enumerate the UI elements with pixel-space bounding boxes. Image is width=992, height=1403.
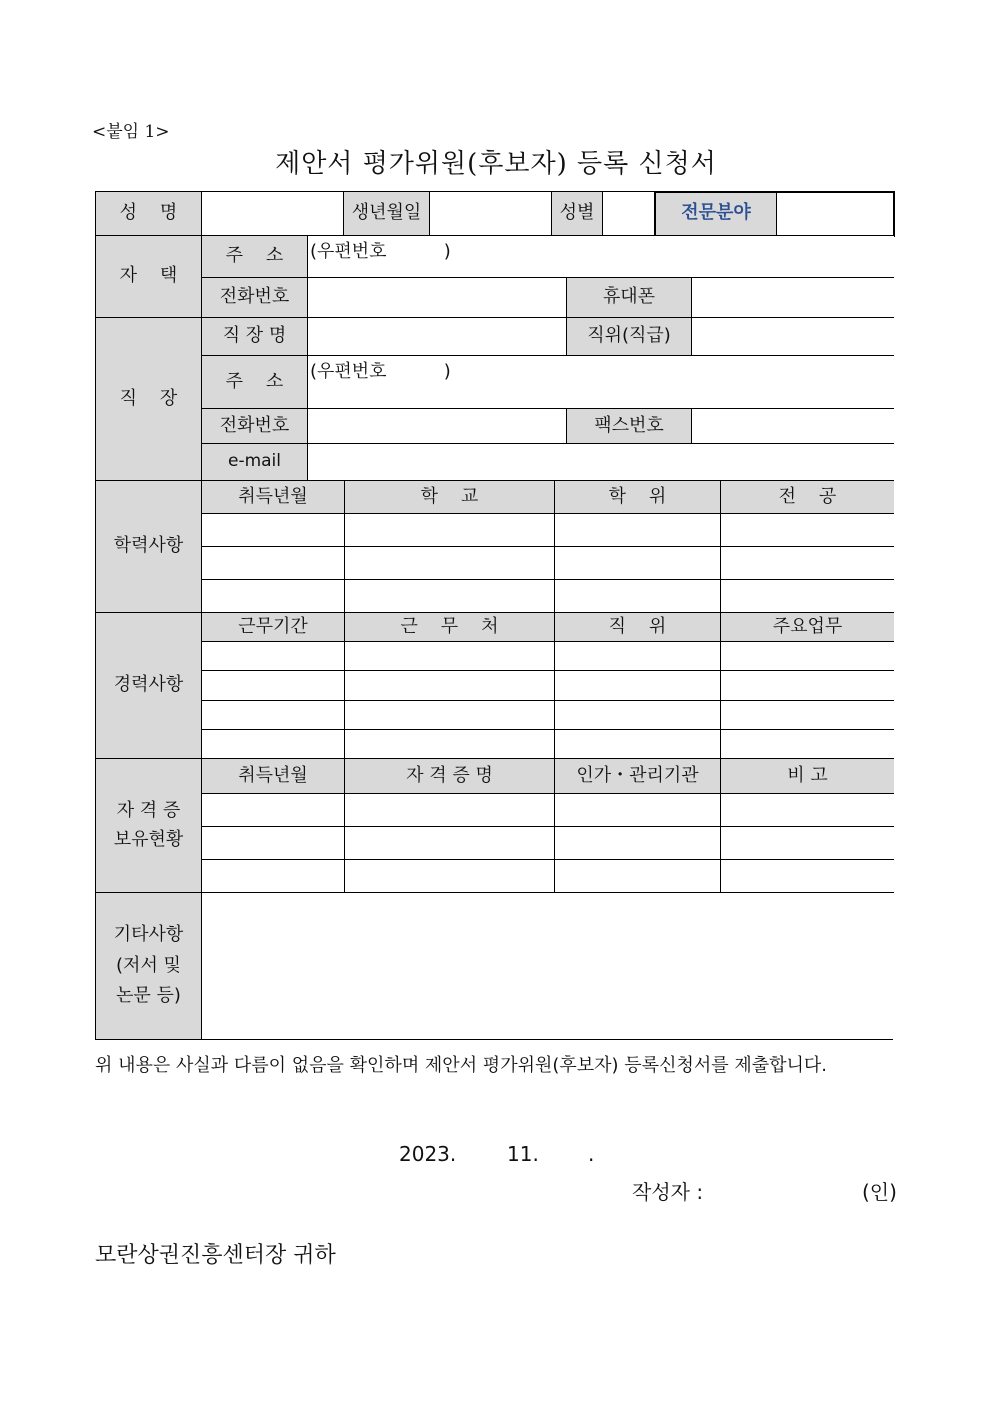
career-section-label: 경력사항 [96, 613, 202, 759]
career-cell[interactable] [721, 730, 894, 759]
certificates-cell[interactable] [721, 794, 894, 827]
attachment-label: <붙임 1> [92, 122, 170, 142]
certificates-cell[interactable] [202, 794, 345, 827]
education-cell[interactable] [721, 547, 894, 580]
home-address-input[interactable]: (우편번호 ) [308, 236, 894, 278]
career-cell[interactable] [555, 671, 721, 701]
certificates-cell[interactable] [202, 827, 345, 860]
birth-input[interactable] [430, 192, 552, 236]
name-label: 성 명 [96, 192, 202, 236]
work-phone-label: 전화번호 [202, 409, 308, 444]
education-cell[interactable] [345, 580, 555, 613]
work-address-input[interactable]: (우편번호 ) [308, 356, 894, 409]
company-label: 직 장 명 [202, 318, 308, 356]
career-cell[interactable] [555, 642, 721, 671]
work-section-label: 직 장 [96, 318, 202, 481]
email-input[interactable] [308, 444, 894, 481]
date-day: . [588, 1142, 595, 1166]
career-header-position: 직 위 [555, 613, 721, 642]
work-address-label: 주 소 [202, 356, 308, 409]
writer-label: 작성자 : [632, 1180, 704, 1204]
certificates-cell[interactable] [555, 827, 721, 860]
career-cell[interactable] [202, 701, 345, 730]
career-header-duties: 주요업무 [721, 613, 894, 642]
education-cell[interactable] [345, 514, 555, 547]
career-cell[interactable] [345, 701, 555, 730]
home-phone-label: 전화번호 [202, 278, 308, 318]
mobile-label: 휴대폰 [567, 278, 692, 318]
education-cell[interactable] [555, 580, 721, 613]
name-input[interactable] [202, 192, 344, 236]
certificates-cell[interactable] [721, 860, 894, 893]
certificates-cell[interactable] [345, 827, 555, 860]
certificates-cell[interactable] [345, 860, 555, 893]
education-header-major: 전 공 [721, 481, 894, 514]
certificates-cell[interactable] [555, 794, 721, 827]
career-cell[interactable] [721, 671, 894, 701]
education-header-degree: 학 위 [555, 481, 721, 514]
certificates-header-date: 취득년월 [202, 759, 345, 794]
expertise-label: 전문분야 [656, 192, 777, 236]
career-header-workplace: 근 무 처 [345, 613, 555, 642]
career-cell[interactable] [555, 730, 721, 759]
certificates-header-name: 자 격 증 명 [345, 759, 555, 794]
career-cell[interactable] [202, 730, 345, 759]
education-cell[interactable] [555, 547, 721, 580]
career-cell[interactable] [345, 642, 555, 671]
career-cell[interactable] [202, 642, 345, 671]
position-label: 직위(직급) [567, 318, 692, 356]
certificates-header-remarks: 비 고 [721, 759, 894, 794]
education-cell[interactable] [345, 547, 555, 580]
addressee: 모란상권진흥센터장 귀하 [95, 1243, 336, 1268]
position-input[interactable] [692, 318, 894, 356]
certificates-header-agency: 인가・관리기관 [555, 759, 721, 794]
mobile-input[interactable] [692, 278, 894, 318]
career-cell[interactable] [721, 701, 894, 730]
education-cell[interactable] [721, 580, 894, 613]
gender-input[interactable] [603, 192, 656, 236]
career-cell[interactable] [555, 701, 721, 730]
email-label: e-mail [202, 444, 308, 481]
company-input[interactable] [308, 318, 567, 356]
career-cell[interactable] [345, 671, 555, 701]
career-cell[interactable] [345, 730, 555, 759]
seal-label: (인) [862, 1180, 897, 1204]
career-cell[interactable] [721, 642, 894, 671]
registration-form [95, 191, 893, 1040]
home-phone-input[interactable] [308, 278, 567, 318]
career-header-period: 근무기간 [202, 613, 345, 642]
education-cell[interactable] [202, 580, 345, 613]
education-cell[interactable] [202, 514, 345, 547]
certificates-cell[interactable] [721, 827, 894, 860]
career-cell[interactable] [202, 671, 345, 701]
certificates-cell[interactable] [345, 794, 555, 827]
certificates-cell[interactable] [202, 860, 345, 893]
certificates-cell[interactable] [555, 860, 721, 893]
home-section-label: 자 택 [96, 236, 202, 318]
fax-input[interactable] [692, 409, 894, 444]
birth-label: 생년월일 [344, 192, 430, 236]
education-section-label: 학력사항 [96, 481, 202, 613]
home-address-label: 주 소 [202, 236, 308, 278]
page-title: 제안서 평가위원(후보자) 등록 신청서 [275, 149, 717, 179]
education-cell[interactable] [555, 514, 721, 547]
other-input[interactable] [202, 893, 894, 1039]
fax-label: 팩스번호 [567, 409, 692, 444]
education-header-date: 취득년월 [202, 481, 345, 514]
declaration-text: 위 내용은 사실과 다름이 없음을 확인하며 제안서 평가위원(후보자) 등록신청서를 제출합니다. [95, 1055, 828, 1076]
date-year: 2023. [399, 1142, 457, 1166]
education-header-school: 학 교 [345, 481, 555, 514]
gender-label: 성별 [552, 192, 603, 236]
expertise-input[interactable] [777, 192, 894, 236]
education-cell[interactable] [202, 547, 345, 580]
date-month: 11. [507, 1142, 539, 1166]
certificates-section-label: 자 격 증 보유현황 [96, 759, 202, 893]
other-section-label: 기타사항 (저서 및 논문 등) [96, 893, 202, 1039]
education-cell[interactable] [721, 514, 894, 547]
work-phone-input[interactable] [308, 409, 567, 444]
